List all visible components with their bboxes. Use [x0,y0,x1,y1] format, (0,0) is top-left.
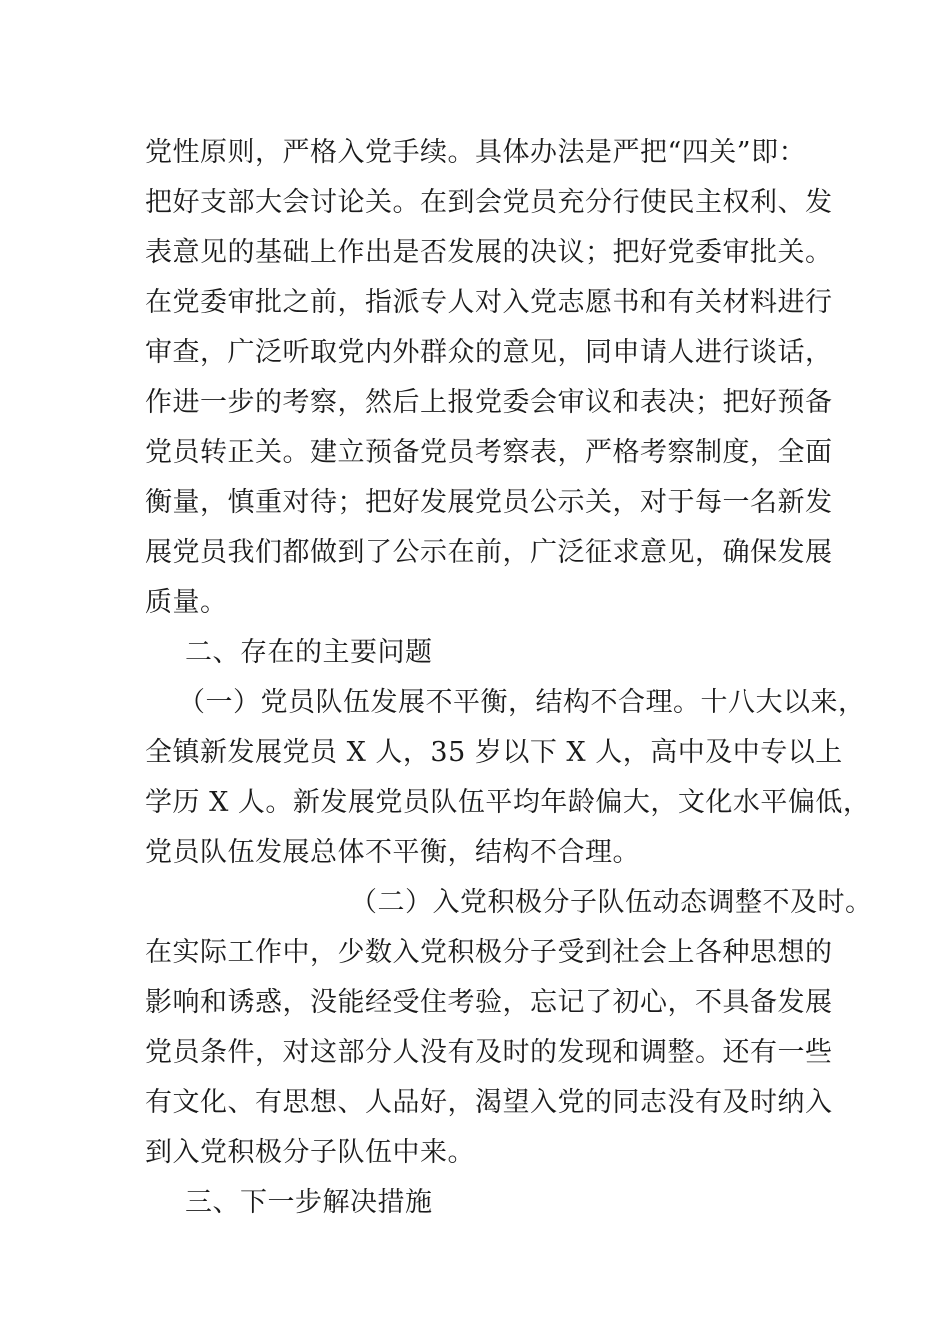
section-heading-3: 三、下一步解决措施 [185,1187,433,1218]
body-text-line: 展党员我们都做到了公示在前，广泛征求意见，确保发展 [145,537,833,568]
body-text-line: 到入党积极分子队伍中来。 [145,1137,475,1168]
body-text-line: 衡量，慎重对待；把好发展党员公示关，对于每一名新发 [145,487,833,518]
body-text-line: 审查，广泛听取党内外群众的意见，同申请人进行谈话， [145,337,833,368]
subsection-heading-1: （一）党员队伍发展不平衡，结构不合理。十八大以来， [178,687,866,718]
body-text-line: 质量。 [145,587,228,618]
body-text-line: 党性原则，严格入党手续。具体办法是严把“四关”即： [145,137,807,168]
body-text-line: 在实际工作中，少数入党积极分子受到社会上各种思想的 [145,937,833,968]
section-heading-2: 二、存在的主要问题 [185,637,433,668]
body-text-line: 学历 X 人。新发展党员队伍平均年龄偏大，文化水平偏低， [145,787,871,818]
body-text-line: 把好支部大会讨论关。在到会党员充分行使民主权利、发 [145,187,833,218]
body-text-line: 党员队伍发展总体不平衡，结构不合理。 [145,837,640,868]
subsection-heading-2: （二）入党积极分子队伍动态调整不及时。 [350,887,873,918]
body-text-line: 影响和诱惑，没能经受住考验，忘记了初心，不具备发展 [145,987,833,1018]
body-text-line: 党员条件，对这部分人没有及时的发现和调整。还有一些 [145,1037,833,1068]
body-text-line: 在党委审批之前，指派专人对入党志愿书和有关材料进行 [145,287,833,318]
body-text-line: 有文化、有思想、人品好，渴望入党的同志没有及时纳入 [145,1087,833,1118]
body-text-line: 全镇新发展党员 X 人，35 岁以下 X 人，高中及中专以上 [145,737,843,768]
body-text-line: 党员转正关。建立预备党员考察表，严格考察制度，全面 [145,437,833,468]
body-text-line: 作进一步的考察，然后上报党委会审议和表决；把好预备 [145,387,833,418]
body-text-line: 表意见的基础上作出是否发展的决议；把好党委审批关。 [145,237,833,268]
